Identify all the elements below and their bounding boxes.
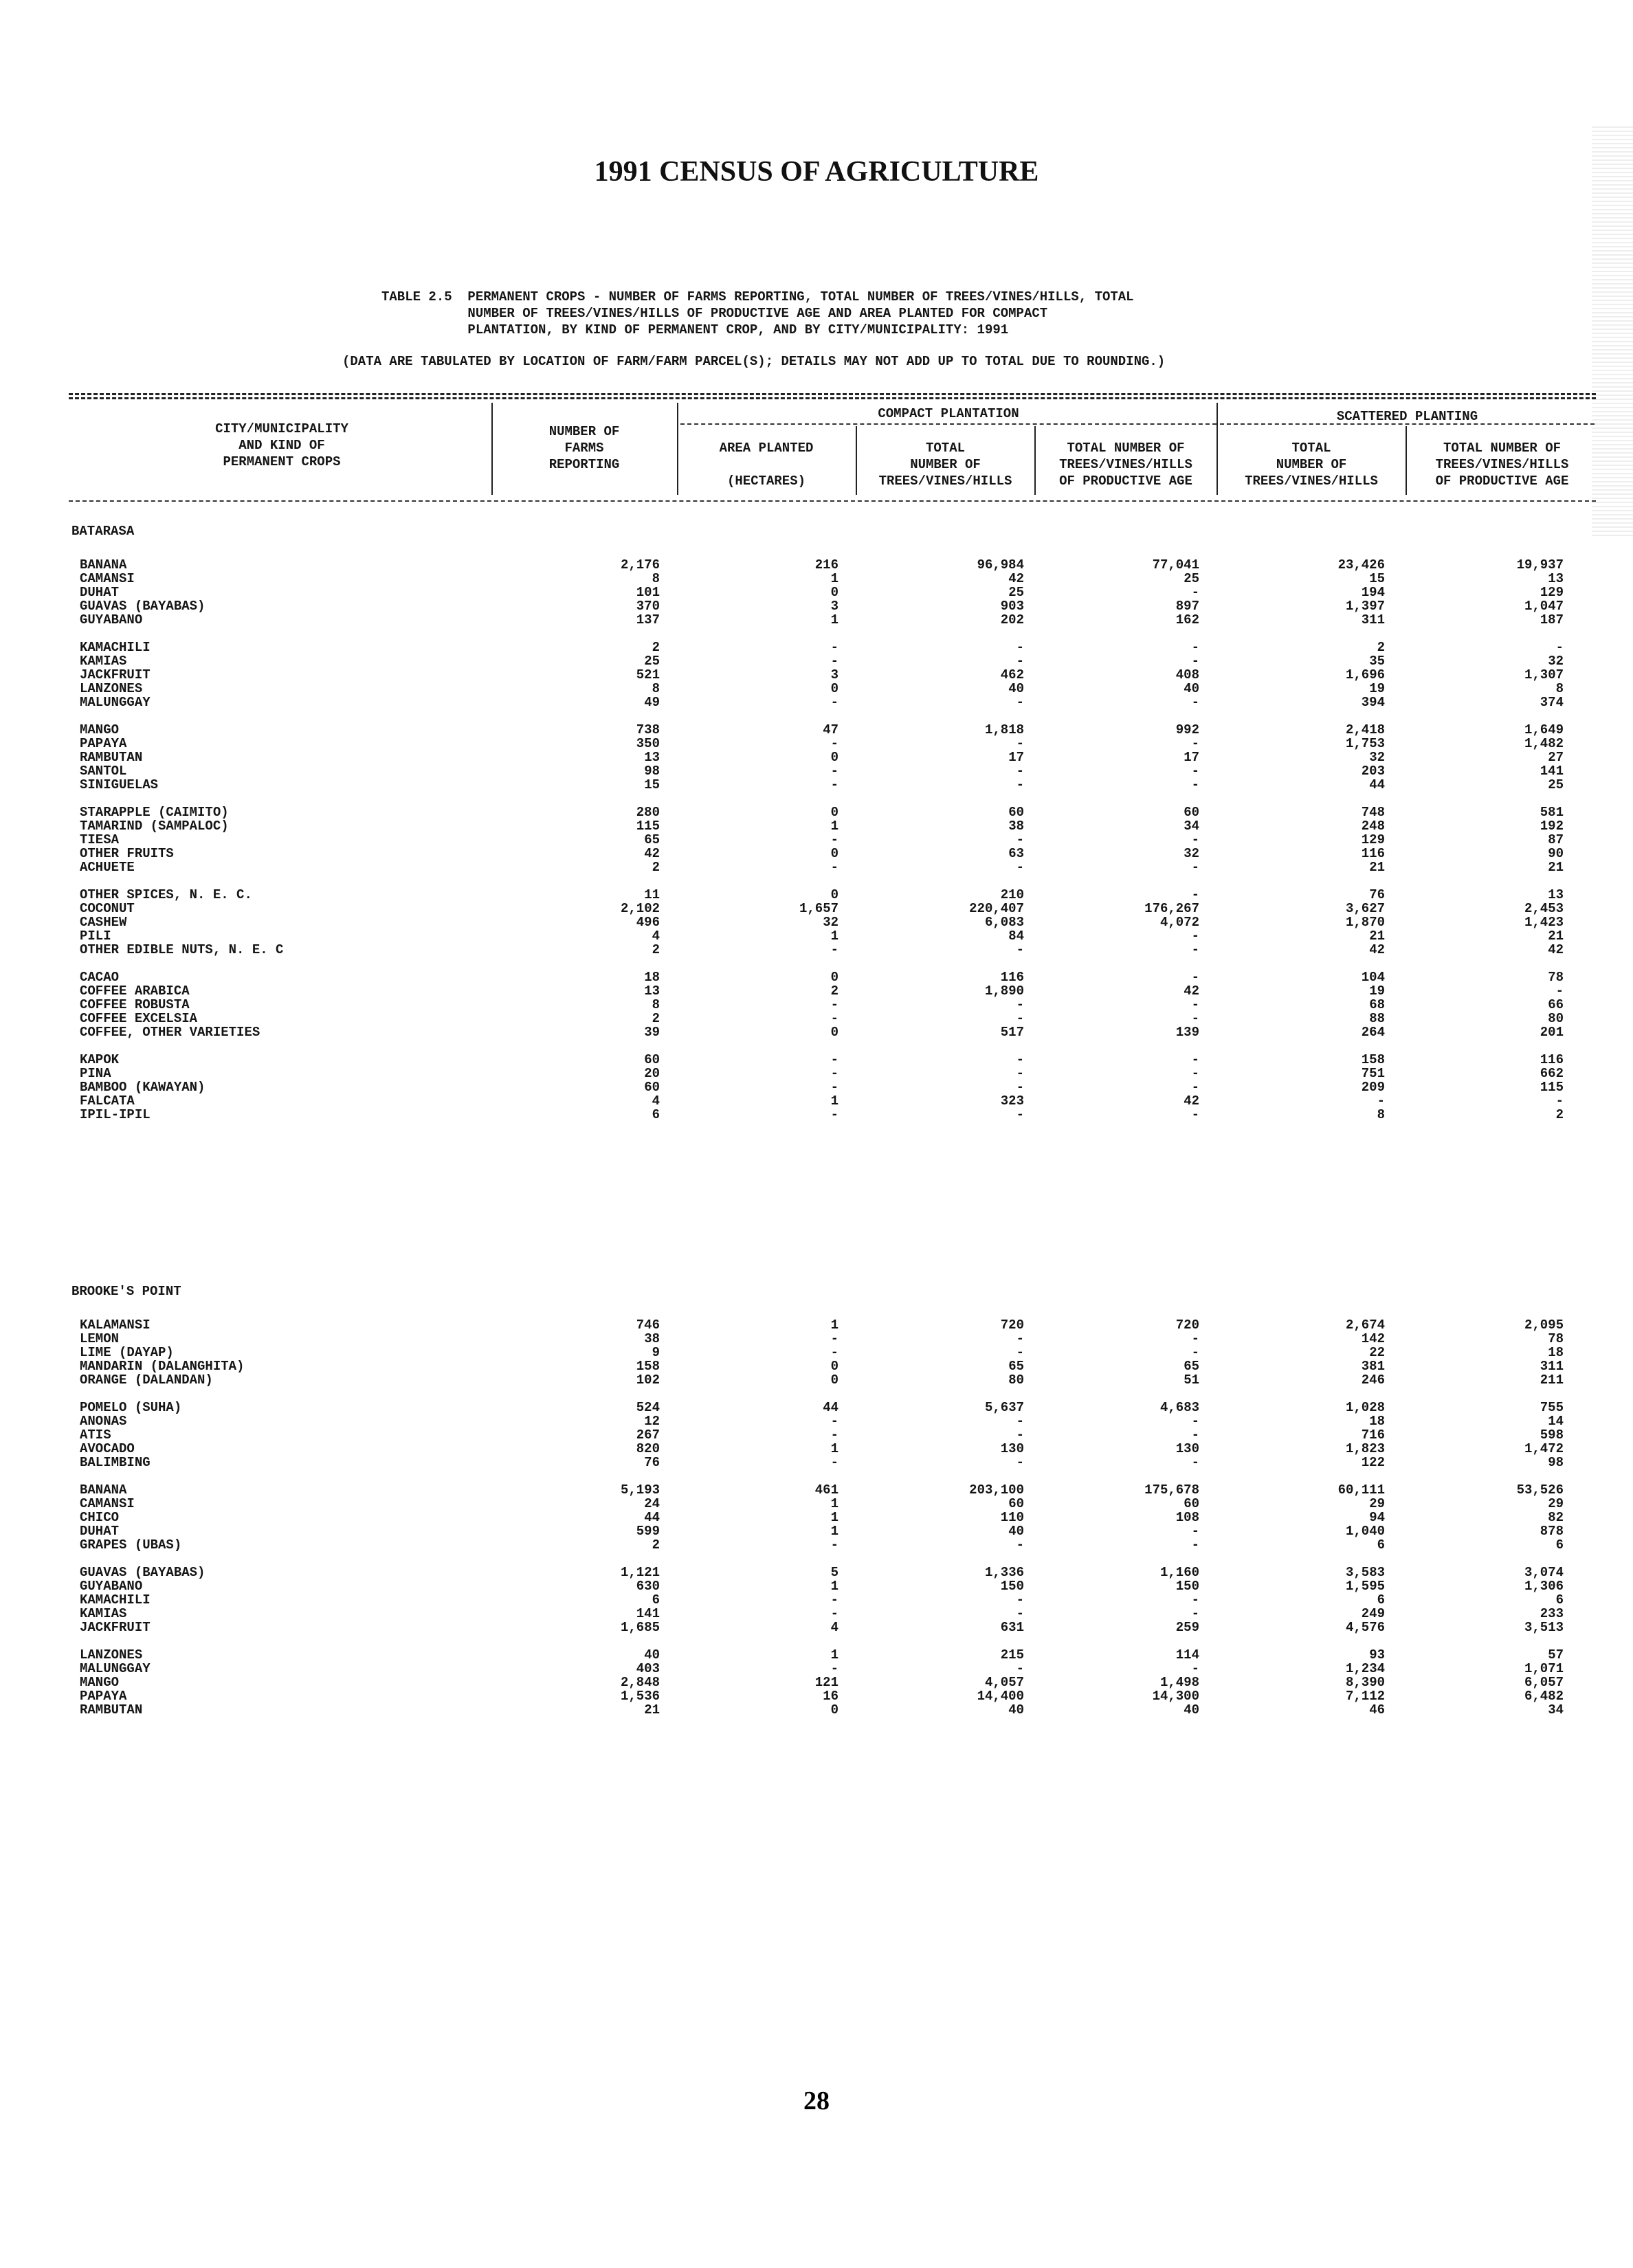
col-divider <box>677 403 678 495</box>
section-title-brookes-point: BROOKE'S POINT <box>71 1284 181 1299</box>
scattered-productive-brookes-point: 2,095 78 18 311 211 755 14 598 1,472 98 53,526 29 82 878 6 3,074 1,306 6 233 3,513 57 1,071 6,057 6,482 34 <box>1516 1318 1564 1717</box>
scattered-productive-batarasa: 19,937 13 129 1,047 187 - 32 1,307 8 374 1,649 1,482 27 141 25 581 192 87 90 21 13 2,453 1,423 21 42 78 - 66 80 201 116 662 115 - 2 <box>1516 557 1564 1122</box>
section-title-batarasa: BATARASA <box>71 524 135 539</box>
col-divider <box>1217 403 1218 495</box>
table-note: (DATA ARE TABULATED BY LOCATION OF FARM/FARM PARCEL(S); DETAILS MAY NOT ADD UP TO TOTAL DUE TO ROUNDING.) <box>342 354 1166 369</box>
col-header-farms: NUMBER OF FARMS REPORTING <box>548 424 620 472</box>
compact-total-batarasa: 96,984 42 25 903 202 - - 462 40 - 1,818 - 17 - - 60 38 - 63 - 210 220,407 6,083 84 - 116 1,890 - - 517 - - - 323 - <box>969 557 1024 1122</box>
farms-batarasa: 2,176 8 101 370 137 2 25 521 8 49 738 350 13 98 15 280 115 65 42 2 11 2,102 496 4 2 18 13 8 2 39 60 20 60 4 6 <box>620 557 660 1122</box>
area-batarasa: 216 1 0 3 1 - - 3 0 - 47 - 0 - - 0 1 - 0 - 0 1,657 32 1 - 0 2 - - 0 - - - 1 - <box>799 557 838 1122</box>
farms-brookes-point: 746 38 9 158 102 524 12 267 820 76 5,193 24 44 599 2 1,121 630 6 141 1,685 40 403 2,848 1,536 21 <box>620 1318 660 1717</box>
crop-list-brookes-point: KALAMANSI LEMON LIME (DAYAP) MANDARIN (DALANGHITA) ORANGE (DALANDAN) POMELO (SUHA) ANONAS ATIS AVOCADO BALIMBING BANANA CAMANSI CHICO DUHAT GRAPES (UBAS) GUAVAS (BAYABAS) GUYABANO KAMACHILI KAMIAS JACKFRUIT LANZONES MALUNGGAY MANGO PAPAYA RAMBUTAN <box>80 1318 245 1717</box>
compact-productive-batarasa: 77,041 25 - 897 162 - - 408 40 - 992 - 17 - - 60 34 - 32 - - 176,267 4,072 - - - 42 - - 139 - - - 42 - <box>1144 557 1199 1122</box>
compact-total-brookes-point: 720 - - 65 80 5,637 - - 130 - 203,100 60 110 40 - 1,336 150 - - 631 215 - 4,057 14,400 40 <box>969 1318 1024 1717</box>
top-rule-2 <box>69 397 1596 399</box>
page-number: 28 <box>803 2087 830 2115</box>
compact-rule <box>680 423 1217 425</box>
col-header-compact-productive: TOTAL NUMBER OF TREES/VINES/HILLS OF PRODUCTIVE AGE <box>1059 441 1192 489</box>
col-header-scattered-total: TOTAL NUMBER OF TREES/VINES/HILLS <box>1245 441 1378 489</box>
col-header-compact-total: TOTAL NUMBER OF TREES/VINES/HILLS <box>878 441 1012 489</box>
top-rule <box>69 393 1596 395</box>
col-divider <box>491 403 493 495</box>
scattered-total-batarasa: 23,426 15 194 1,397 311 2 35 1,696 19 394 2,418 1,753 32 203 44 748 248 129 116 21 76 3,627 1,870 21 42 104 19 68 88 264 158 751 209 - 8 <box>1337 557 1385 1122</box>
caption-line-2: NUMBER OF TREES/VINES/HILLS OF PRODUCTIVE AGE AND AREA PLANTED FOR COMPACT <box>381 306 1048 321</box>
col-header-city: CITY/MUNICIPALITY AND KIND OF PERMANENT CROPS <box>215 421 348 469</box>
page-title: 1991 CENSUS OF AGRICULTURE <box>594 156 1039 188</box>
col-divider <box>856 426 857 495</box>
scattered-total-brookes-point: 2,674 142 22 381 246 1,028 18 716 1,823 122 60,111 29 94 1,040 6 3,583 1,595 6 249 4,576 93 1,234 8,390 7,112 46 <box>1337 1318 1385 1717</box>
caption-line-3: PLANTATION, BY KIND OF PERMANENT CROP, AND BY CITY/MUNICIPALITY: 1991 <box>381 322 1009 337</box>
col-divider <box>1034 426 1036 495</box>
header-bottom-rule <box>69 500 1596 502</box>
col-header-scattered-productive: TOTAL NUMBER OF TREES/VINES/HILLS OF PRODUCTIVE AGE <box>1435 441 1569 489</box>
col-header-scattered: SCATTERED PLANTING <box>1336 409 1478 424</box>
compact-productive-brookes-point: 720 - - 65 51 4,683 - - 130 - 175,678 60 108 - - 1,160 150 - - 259 114 - 1,498 14,300 40 <box>1144 1318 1199 1717</box>
crop-list-batarasa: BANANA CAMANSI DUHAT GUAVAS (BAYABAS) GUYABANO KAMACHILI KAMIAS JACKFRUIT LANZONES MALUNGGAY MANGO PAPAYA RAMBUTAN SANTOL SINIGUELAS STARAPPLE (CAIMITO) TAMARIND (SAMPALOC) TIESA OTHER FRUITS ACHUETE OTHER SPICES, N. E. C. COCONUT CASHEW PILI OTHER EDIBLE NUTS, N. E. C CACAO COFFEE ARABICA COFFEE ROBUSTA COFFEE EXCELSIA COFFEE, OTHER VARIETIES KAPOK PINA BAMBOO (KAWAYAN) FALCATA IPIL-IPIL <box>80 557 284 1122</box>
caption-line-1: TABLE 2.5 PERMANENT CROPS - NUMBER OF FARMS REPORTING, TOTAL NUMBER OF TREES/VINES/HILLS, TOTAL <box>381 289 1134 304</box>
col-header-compact: COMPACT PLANTATION <box>878 406 1019 421</box>
col-header-area: AREA PLANTED (HECTARES) <box>719 441 814 489</box>
table-caption <box>381 289 1134 338</box>
col-divider <box>1406 426 1407 495</box>
area-brookes-point: 1 - - 0 0 44 - - 1 - 461 1 1 1 - 5 1 - - 4 1 - 121 16 0 <box>814 1318 838 1717</box>
